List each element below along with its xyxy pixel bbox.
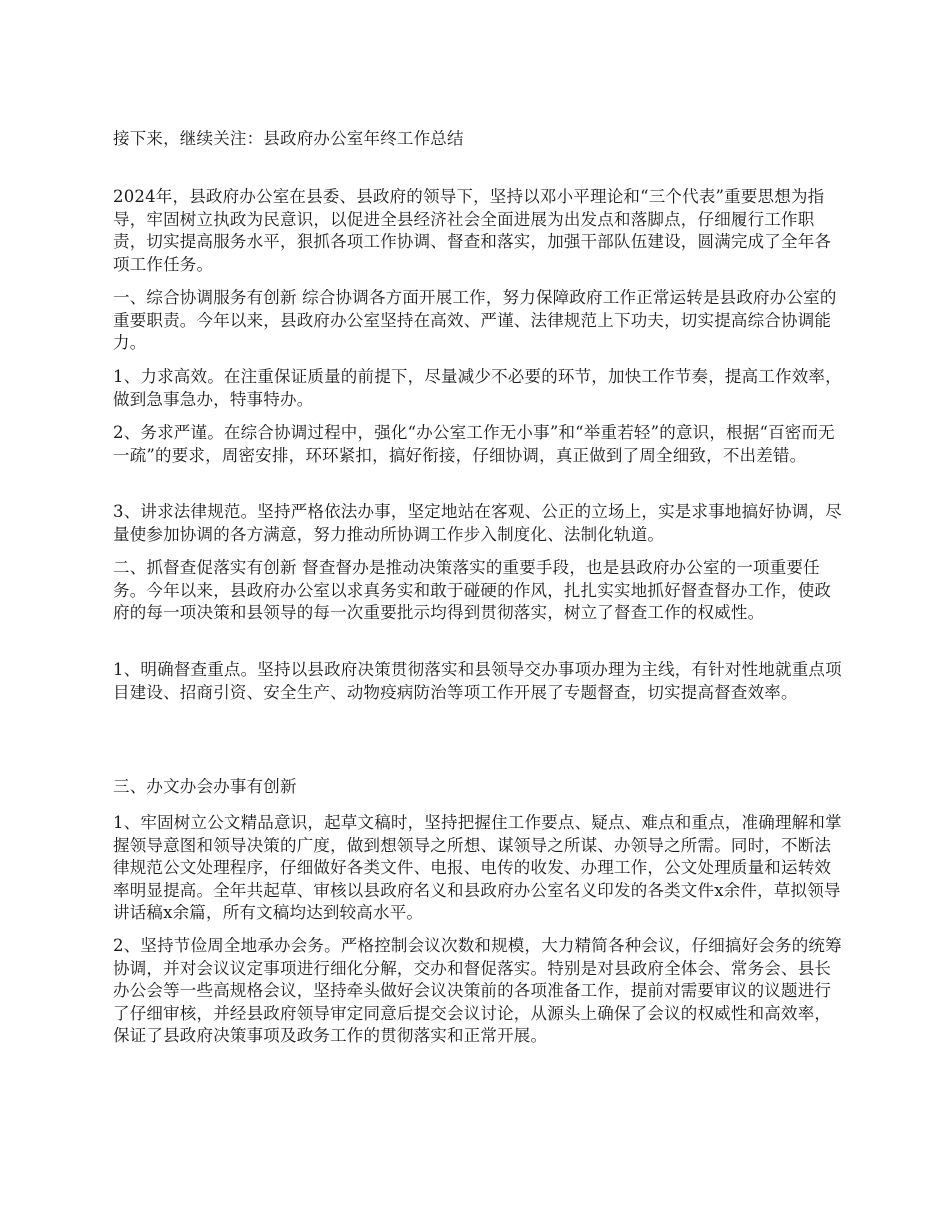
paragraph-3-2: 2、坚持节俭周全地承办会务。严格控制会议次数和规模，大力精简各种会议，仔细搞好会务的统筹协调，并对会议议定事项进行细化分解，交办和督促落实。特别是对县政府全体会、常务会、县长办公会等一些高规格会议，坚持牵头做好会议决策前的各项准备工作，提前对需要审议的议题进行了仔细审核，并经县政府领导审定同意后提交会议讨论，从源头上确保了会议的权威性和高效率，保证了县政府决策事项及政务工作的贯彻落实和正常开展。 [113,936,842,1045]
paragraph-1-3: 3、讲求法律规范。坚持严格依法办事，坚定地站在客观、公正的立场上，实是求事地搞好协调，尽量使参加协调的各方满意，努力推动所协调工作步入制度化、法制化轨道。 [113,502,842,544]
paragraph-summary: 2024年，县政府办公室在县委、县政府的领导下，坚持以邓小平理论和“三个代表”重要思想为指导，牢固树立执政为民意识，以促进全县经济社会全面进展为出发点和落脚点，仔细履行工作职责，切实提高服务水平，狠抓各项工作协调、督查和落实，加强干部队伍建设，圆满完成了全年各项工作任务。 [113,187,832,274]
paragraph-1-2: 2、务求严谨。在综合协调过程中，强化“办公室工作无小事”和“举重若轻”的意识，根据“百密而无一疏”的要求，周密安排，环环紧扣，搞好衔接，仔细协调，真正做到了周全细致，不出差错。 [113,423,835,465]
paragraph-section-1-heading: 一、综合协调服务有创新 综合协调各方面开展工作，努力保障政府工作正常运转是县政府办公室的重要职责。今年以来，县政府办公室坚持在高效、严谨、法律规范上下功夫，切实提高综合协调能力。 [113,288,837,352]
paragraph-3-1: 1、牢固树立公文精品意识，起草文稿时，坚持把握住工作要点、疑点、难点和重点，准确理解和掌握领导意图和领导决策的广度，做到想领导之所想、谋领导之所谋、办领导之所需。同时，不断法律规范公文处理程序，仔细做好各类文件、电报、电传的收发、办理工作，公文处理质量和运转效率明显提高。全年共起草、审核以县政府名义和县政府办公室名义印发的各类文件x余件，草拟领导讲话稿x余篇，所有文稿均达到较高水平。 [113,813,842,922]
paragraph-1-1: 1、力求高效。在注重保证质量的前提下，尽量减少不必要的环节，加快工作节奏，提高工作效率，做到急事急办，特事特办。 [113,367,842,409]
intro-line: 接下来，继续关注：县政府办公室年终工作总结 [113,129,464,148]
paragraph-2-1: 1、明确督查重点。坚持以县政府决策贯彻落实和县领导交办事项办理为主线，有针对性地就重点项目建设、招商引资、安全生产、动物疫病防治等项工作开展了专题督查，切实提高督查效率。 [113,660,842,702]
paragraph-section-2-heading: 二、抓督查促落实有创新 督查督办是推动决策落实的重要手段，也是县政府办公室的一项重要任务。今年以来，县政府办公室以求真务实和敢于碰硬的作风，扎扎实实地抓好督查督办工作，使政府的每一项决策和县领导的每一次重要批示均得到贯彻落实，树立了督查工作的权威性。 [113,558,832,622]
section-3-heading: 三、办文办会办事有创新 [113,777,297,796]
